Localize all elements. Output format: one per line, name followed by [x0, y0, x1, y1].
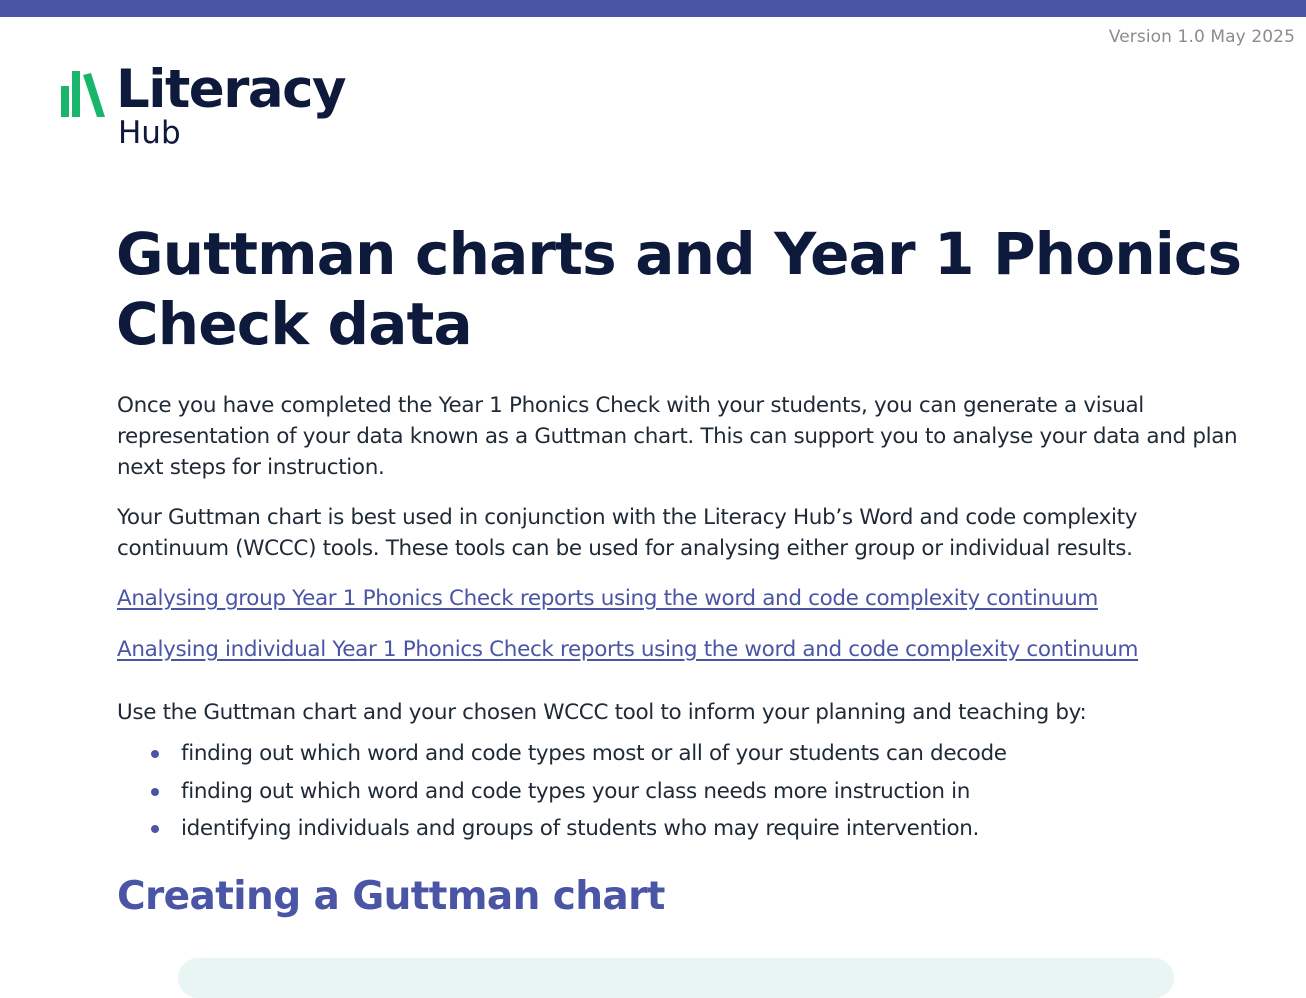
bullet-icon	[151, 750, 159, 758]
list-item	[117, 773, 1007, 811]
usage-lead-paragraph: Use the Guttman chart and your chosen WCCC tool to inform your planning and teaching by:	[117, 700, 1087, 725]
literacy-hub-logo	[60, 59, 360, 158]
bullet-icon	[151, 825, 159, 833]
page-title: Guttman charts and Year 1 Phonics Check data	[116, 220, 1242, 358]
intro-paragraph-2: Your Guttman chart is best used in conjunction with the Literacy Hub’s Word and code complexity continuum (WCCC) tools. These tools can be used for analysing either group or individual results.	[117, 505, 1138, 561]
list-item	[117, 810, 1007, 848]
list-item-text: identifying individuals and groups of students who may require intervention.	[181, 816, 980, 841]
version-label: Version 1.0 May 2025	[1108, 27, 1295, 47]
intro-paragraph-1: Once you have completed the Year 1 Phonics Check with your students, you can generate a visual representation of your data known as a Guttman chart. This can support you to analyse your data and plan next steps for instruction.	[117, 393, 1238, 480]
usage-bullet-list	[117, 735, 1007, 848]
info-callout-box	[178, 958, 1174, 998]
top-banner-bar	[0, 0, 1306, 17]
list-item-text: finding out which word and code types most or all of your students can decode	[181, 741, 1007, 766]
list-item-text: finding out which word and code types your class needs more instruction in	[181, 778, 971, 804]
logo-wordmark: Literacy	[116, 59, 346, 120]
book-bars-icon	[60, 71, 108, 117]
section-heading: Creating a Guttman chart	[117, 874, 665, 919]
group-report-link[interactable]: Analysing group Year 1 Phonics Check reports using the word and code complexity continuum	[117, 586, 1098, 611]
logo-subtitle: Hub	[118, 115, 181, 151]
individual-report-link[interactable]: Analysing individual Year 1 Phonics Check reports using the word and code complexity continuum	[117, 637, 1139, 662]
list-item	[117, 735, 1007, 773]
bullet-icon	[151, 788, 159, 796]
